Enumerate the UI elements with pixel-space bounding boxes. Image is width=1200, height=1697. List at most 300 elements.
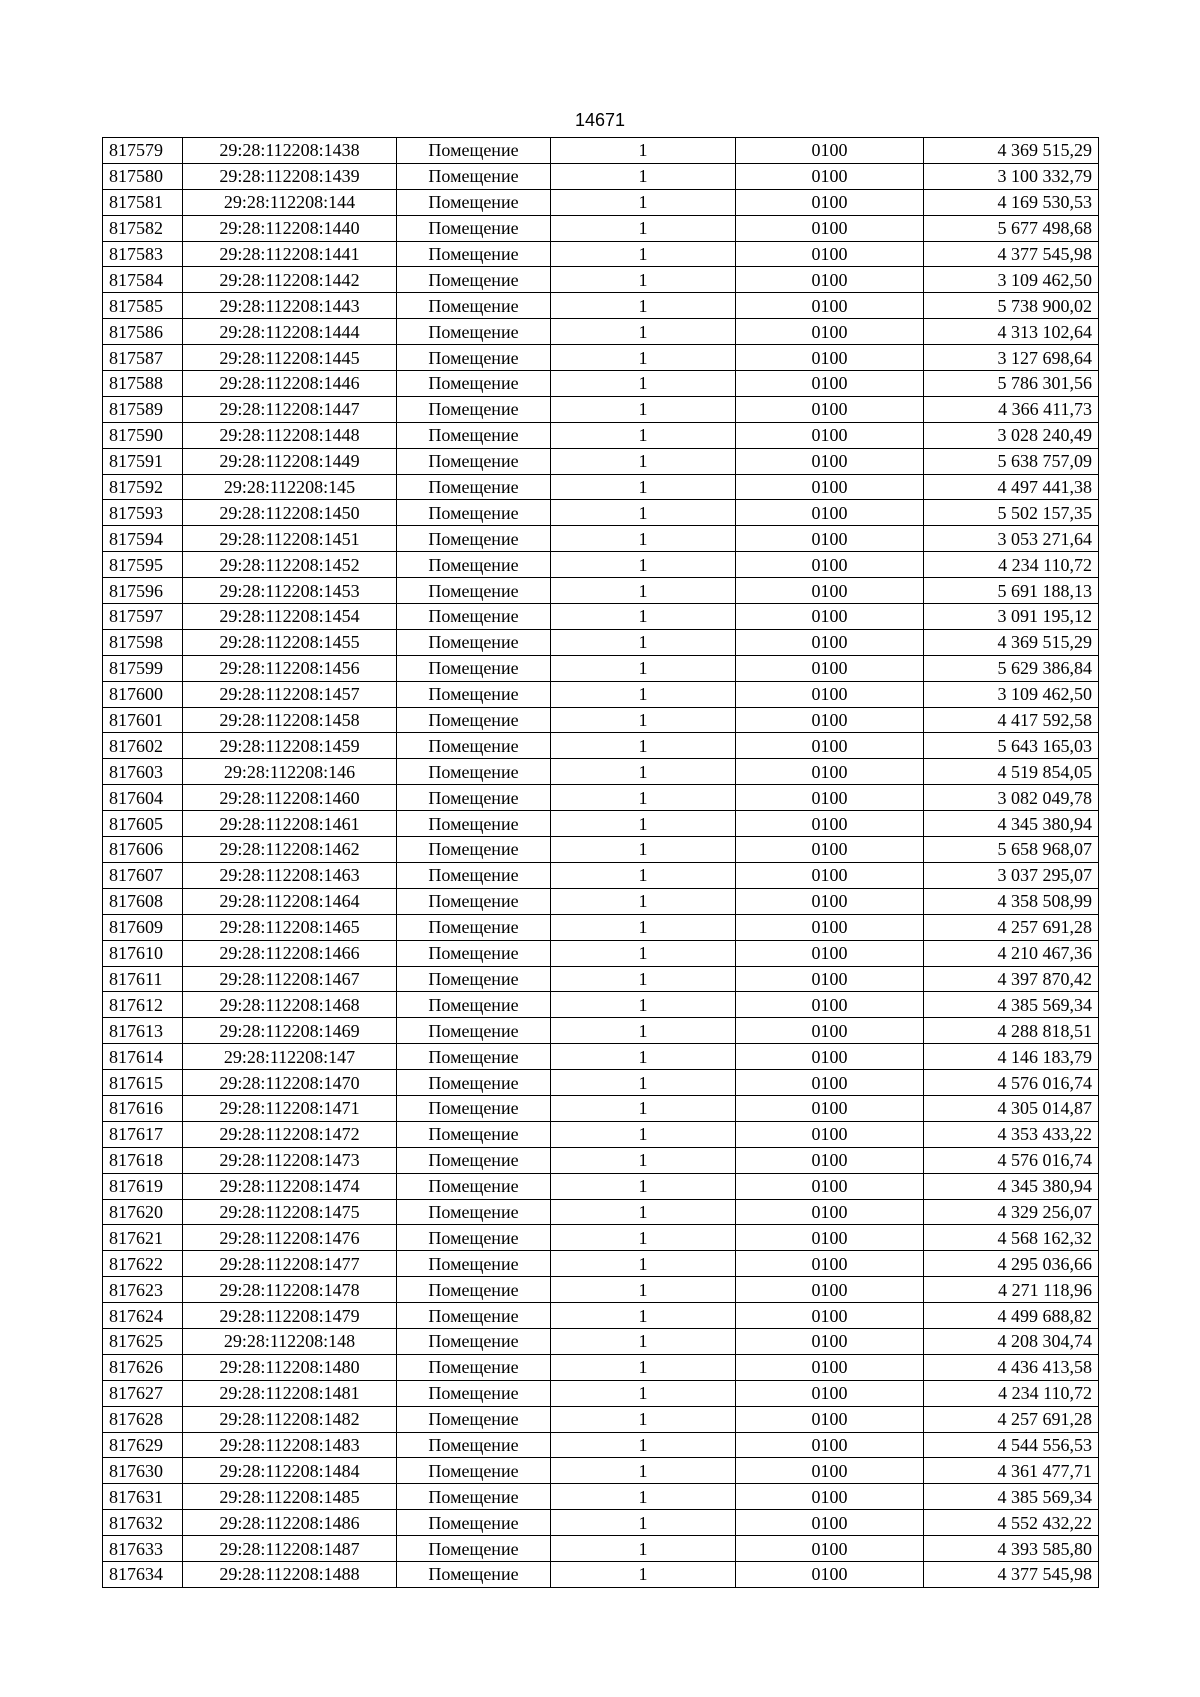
object-type-cell: Помещение bbox=[397, 1328, 551, 1354]
quantity-cell: 1 bbox=[551, 681, 736, 707]
quantity-cell: 1 bbox=[551, 1225, 736, 1251]
table-row bbox=[103, 785, 1099, 811]
cadastral-value-cell: 4 288 818,51 bbox=[924, 1018, 1099, 1044]
cadastral-number-cell: 29:28:112208:1438 bbox=[183, 138, 397, 164]
object-type-cell: Помещение bbox=[397, 1406, 551, 1432]
object-type-cell: Помещение bbox=[397, 1044, 551, 1070]
cadastral-number-cell: 29:28:112208:1454 bbox=[183, 604, 397, 630]
object-type-cell: Помещение bbox=[397, 241, 551, 267]
quantity-cell: 1 bbox=[551, 1380, 736, 1406]
record-number-cell: 817609 bbox=[103, 914, 183, 940]
record-number-cell: 817615 bbox=[103, 1070, 183, 1096]
category-code-cell: 0100 bbox=[736, 371, 924, 397]
table-row bbox=[103, 966, 1099, 992]
cadastral-value-cell: 4 377 545,98 bbox=[924, 1561, 1099, 1587]
table-row bbox=[103, 396, 1099, 422]
object-type-cell: Помещение bbox=[397, 422, 551, 448]
record-number-cell: 817603 bbox=[103, 759, 183, 785]
category-code-cell: 0100 bbox=[736, 163, 924, 189]
cadastral-number-cell: 29:28:112208:1469 bbox=[183, 1018, 397, 1044]
record-number-cell: 817623 bbox=[103, 1277, 183, 1303]
cadastral-value-cell: 4 393 585,80 bbox=[924, 1536, 1099, 1562]
cadastral-number-cell: 29:28:112208:1483 bbox=[183, 1432, 397, 1458]
cadastral-value-cell: 3 109 462,50 bbox=[924, 267, 1099, 293]
category-code-cell: 0100 bbox=[736, 422, 924, 448]
cadastral-value-cell: 4 208 304,74 bbox=[924, 1328, 1099, 1354]
table-row bbox=[103, 1044, 1099, 1070]
object-type-cell: Помещение bbox=[397, 448, 551, 474]
table-row bbox=[103, 138, 1099, 164]
category-code-cell: 0100 bbox=[736, 940, 924, 966]
category-code-cell: 0100 bbox=[736, 1225, 924, 1251]
cadastral-number-cell: 29:28:112208:1476 bbox=[183, 1225, 397, 1251]
cadastral-value-cell: 4 497 441,38 bbox=[924, 474, 1099, 500]
cadastral-value-cell: 4 361 477,71 bbox=[924, 1458, 1099, 1484]
object-type-cell: Помещение bbox=[397, 681, 551, 707]
record-number-cell: 817579 bbox=[103, 138, 183, 164]
quantity-cell: 1 bbox=[551, 1432, 736, 1458]
cadastral-value-cell: 4 271 118,96 bbox=[924, 1277, 1099, 1303]
quantity-cell: 1 bbox=[551, 655, 736, 681]
object-type-cell: Помещение bbox=[397, 1380, 551, 1406]
table-row bbox=[103, 448, 1099, 474]
table-row bbox=[103, 1121, 1099, 1147]
object-type-cell: Помещение bbox=[397, 189, 551, 215]
table-row bbox=[103, 293, 1099, 319]
cadastral-number-cell: 29:28:112208:1471 bbox=[183, 1095, 397, 1121]
cadastral-value-cell: 3 028 240,49 bbox=[924, 422, 1099, 448]
category-code-cell: 0100 bbox=[736, 811, 924, 837]
table-row bbox=[103, 992, 1099, 1018]
cadastral-value-cell: 4 385 569,34 bbox=[924, 992, 1099, 1018]
registry-table-body bbox=[103, 138, 1099, 1588]
quantity-cell: 1 bbox=[551, 163, 736, 189]
table-row bbox=[103, 1303, 1099, 1329]
category-code-cell: 0100 bbox=[736, 1277, 924, 1303]
category-code-cell: 0100 bbox=[736, 1070, 924, 1096]
category-code-cell: 0100 bbox=[736, 293, 924, 319]
object-type-cell: Помещение bbox=[397, 1173, 551, 1199]
object-type-cell: Помещение bbox=[397, 837, 551, 863]
quantity-cell: 1 bbox=[551, 785, 736, 811]
cadastral-number-cell: 29:28:112208:1487 bbox=[183, 1536, 397, 1562]
object-type-cell: Помещение bbox=[397, 707, 551, 733]
quantity-cell: 1 bbox=[551, 733, 736, 759]
object-type-cell: Помещение bbox=[397, 293, 551, 319]
cadastral-number-cell: 29:28:112208:1470 bbox=[183, 1070, 397, 1096]
cadastral-value-cell: 4 544 556,53 bbox=[924, 1432, 1099, 1458]
record-number-cell: 817606 bbox=[103, 837, 183, 863]
table-row bbox=[103, 319, 1099, 345]
cadastral-value-cell: 5 658 968,07 bbox=[924, 837, 1099, 863]
quantity-cell: 1 bbox=[551, 371, 736, 397]
cadastral-value-cell: 4 358 508,99 bbox=[924, 888, 1099, 914]
quantity-cell: 1 bbox=[551, 345, 736, 371]
category-code-cell: 0100 bbox=[736, 992, 924, 1018]
record-number-cell: 817599 bbox=[103, 655, 183, 681]
cadastral-number-cell: 29:28:112208:1465 bbox=[183, 914, 397, 940]
record-number-cell: 817628 bbox=[103, 1406, 183, 1432]
category-code-cell: 0100 bbox=[736, 1018, 924, 1044]
record-number-cell: 817627 bbox=[103, 1380, 183, 1406]
category-code-cell: 0100 bbox=[736, 1199, 924, 1225]
cadastral-number-cell: 29:28:112208:148 bbox=[183, 1328, 397, 1354]
record-number-cell: 817592 bbox=[103, 474, 183, 500]
quantity-cell: 1 bbox=[551, 1458, 736, 1484]
cadastral-value-cell: 4 417 592,58 bbox=[924, 707, 1099, 733]
cadastral-number-cell: 29:28:112208:1478 bbox=[183, 1277, 397, 1303]
quantity-cell: 1 bbox=[551, 448, 736, 474]
table-row bbox=[103, 345, 1099, 371]
category-code-cell: 0100 bbox=[736, 1251, 924, 1277]
cadastral-number-cell: 29:28:112208:1450 bbox=[183, 500, 397, 526]
table-row bbox=[103, 1173, 1099, 1199]
cadastral-number-cell: 29:28:112208:1463 bbox=[183, 862, 397, 888]
cadastral-number-cell: 29:28:112208:1440 bbox=[183, 215, 397, 241]
table-row bbox=[103, 267, 1099, 293]
cadastral-number-cell: 29:28:112208:1461 bbox=[183, 811, 397, 837]
table-row bbox=[103, 1561, 1099, 1587]
cadastral-value-cell: 4 385 569,34 bbox=[924, 1484, 1099, 1510]
category-code-cell: 0100 bbox=[736, 1328, 924, 1354]
category-code-cell: 0100 bbox=[736, 1432, 924, 1458]
table-row bbox=[103, 422, 1099, 448]
record-number-cell: 817590 bbox=[103, 422, 183, 448]
cadastral-value-cell: 5 629 386,84 bbox=[924, 655, 1099, 681]
table-row bbox=[103, 837, 1099, 863]
cadastral-number-cell: 29:28:112208:1474 bbox=[183, 1173, 397, 1199]
cadastral-value-cell: 4 568 162,32 bbox=[924, 1225, 1099, 1251]
object-type-cell: Помещение bbox=[397, 267, 551, 293]
record-number-cell: 817594 bbox=[103, 526, 183, 552]
cadastral-value-cell: 5 786 301,56 bbox=[924, 371, 1099, 397]
cadastral-number-cell: 29:28:112208:1480 bbox=[183, 1354, 397, 1380]
quantity-cell: 1 bbox=[551, 1121, 736, 1147]
category-code-cell: 0100 bbox=[736, 1354, 924, 1380]
cadastral-number-cell: 29:28:112208:1443 bbox=[183, 293, 397, 319]
object-type-cell: Помещение bbox=[397, 552, 551, 578]
quantity-cell: 1 bbox=[551, 966, 736, 992]
category-code-cell: 0100 bbox=[736, 241, 924, 267]
cadastral-number-cell: 29:28:112208:1451 bbox=[183, 526, 397, 552]
table-row bbox=[103, 681, 1099, 707]
object-type-cell: Помещение bbox=[397, 1070, 551, 1096]
object-type-cell: Помещение bbox=[397, 914, 551, 940]
category-code-cell: 0100 bbox=[736, 629, 924, 655]
category-code-cell: 0100 bbox=[736, 1121, 924, 1147]
quantity-cell: 1 bbox=[551, 1251, 736, 1277]
quantity-cell: 1 bbox=[551, 578, 736, 604]
category-code-cell: 0100 bbox=[736, 655, 924, 681]
quantity-cell: 1 bbox=[551, 215, 736, 241]
record-number-cell: 817595 bbox=[103, 552, 183, 578]
page-number: 14671 bbox=[574, 110, 626, 130]
quantity-cell: 1 bbox=[551, 138, 736, 164]
category-code-cell: 0100 bbox=[736, 1510, 924, 1536]
table-row bbox=[103, 1199, 1099, 1225]
record-number-cell: 817617 bbox=[103, 1121, 183, 1147]
cadastral-value-cell: 4 369 515,29 bbox=[924, 629, 1099, 655]
cadastral-number-cell: 29:28:112208:1439 bbox=[183, 163, 397, 189]
cadastral-value-cell: 4 552 432,22 bbox=[924, 1510, 1099, 1536]
quantity-cell: 1 bbox=[551, 500, 736, 526]
table-row bbox=[103, 1510, 1099, 1536]
category-code-cell: 0100 bbox=[736, 267, 924, 293]
record-number-cell: 817604 bbox=[103, 785, 183, 811]
record-number-cell: 817614 bbox=[103, 1044, 183, 1070]
category-code-cell: 0100 bbox=[736, 1173, 924, 1199]
quantity-cell: 1 bbox=[551, 1484, 736, 1510]
record-number-cell: 817622 bbox=[103, 1251, 183, 1277]
cadastral-number-cell: 29:28:112208:147 bbox=[183, 1044, 397, 1070]
quantity-cell: 1 bbox=[551, 940, 736, 966]
table-row bbox=[103, 1354, 1099, 1380]
table-row bbox=[103, 189, 1099, 215]
object-type-cell: Помещение bbox=[397, 371, 551, 397]
record-number-cell: 817600 bbox=[103, 681, 183, 707]
cadastral-value-cell: 3 100 332,79 bbox=[924, 163, 1099, 189]
cadastral-value-cell: 4 353 433,22 bbox=[924, 1121, 1099, 1147]
cadastral-number-cell: 29:28:112208:146 bbox=[183, 759, 397, 785]
category-code-cell: 0100 bbox=[736, 966, 924, 992]
cadastral-number-cell: 29:28:112208:1467 bbox=[183, 966, 397, 992]
record-number-cell: 817593 bbox=[103, 500, 183, 526]
category-code-cell: 0100 bbox=[736, 448, 924, 474]
record-number-cell: 817607 bbox=[103, 862, 183, 888]
object-type-cell: Помещение bbox=[397, 992, 551, 1018]
record-number-cell: 817608 bbox=[103, 888, 183, 914]
quantity-cell: 1 bbox=[551, 1199, 736, 1225]
object-type-cell: Помещение bbox=[397, 1432, 551, 1458]
quantity-cell: 1 bbox=[551, 474, 736, 500]
quantity-cell: 1 bbox=[551, 422, 736, 448]
category-code-cell: 0100 bbox=[736, 396, 924, 422]
cadastral-number-cell: 29:28:112208:1446 bbox=[183, 371, 397, 397]
category-code-cell: 0100 bbox=[736, 1303, 924, 1329]
quantity-cell: 1 bbox=[551, 1147, 736, 1173]
cadastral-number-cell: 29:28:112208:1462 bbox=[183, 837, 397, 863]
object-type-cell: Помещение bbox=[397, 138, 551, 164]
cadastral-number-cell: 29:28:112208:1456 bbox=[183, 655, 397, 681]
table-row bbox=[103, 500, 1099, 526]
quantity-cell: 1 bbox=[551, 293, 736, 319]
table-row bbox=[103, 163, 1099, 189]
table-row bbox=[103, 759, 1099, 785]
cadastral-number-cell: 29:28:112208:1442 bbox=[183, 267, 397, 293]
cadastral-value-cell: 5 502 157,35 bbox=[924, 500, 1099, 526]
record-number-cell: 817581 bbox=[103, 189, 183, 215]
cadastral-value-cell: 3 053 271,64 bbox=[924, 526, 1099, 552]
cadastral-value-cell: 4 345 380,94 bbox=[924, 811, 1099, 837]
cadastral-value-cell: 4 576 016,74 bbox=[924, 1147, 1099, 1173]
quantity-cell: 1 bbox=[551, 241, 736, 267]
cadastral-value-cell: 5 638 757,09 bbox=[924, 448, 1099, 474]
cadastral-number-cell: 29:28:112208:1458 bbox=[183, 707, 397, 733]
category-code-cell: 0100 bbox=[736, 215, 924, 241]
cadastral-value-cell: 4 234 110,72 bbox=[924, 552, 1099, 578]
cadastral-value-cell: 4 257 691,28 bbox=[924, 1406, 1099, 1432]
category-code-cell: 0100 bbox=[736, 1406, 924, 1432]
category-code-cell: 0100 bbox=[736, 319, 924, 345]
registry-table bbox=[102, 137, 1099, 1588]
record-number-cell: 817618 bbox=[103, 1147, 183, 1173]
cadastral-value-cell: 4 257 691,28 bbox=[924, 914, 1099, 940]
quantity-cell: 1 bbox=[551, 1173, 736, 1199]
cadastral-number-cell: 29:28:112208:1488 bbox=[183, 1561, 397, 1587]
object-type-cell: Помещение bbox=[397, 1018, 551, 1044]
cadastral-number-cell: 29:28:112208:1481 bbox=[183, 1380, 397, 1406]
object-type-cell: Помещение bbox=[397, 862, 551, 888]
category-code-cell: 0100 bbox=[736, 552, 924, 578]
object-type-cell: Помещение bbox=[397, 474, 551, 500]
quantity-cell: 1 bbox=[551, 1354, 736, 1380]
category-code-cell: 0100 bbox=[736, 1458, 924, 1484]
category-code-cell: 0100 bbox=[736, 681, 924, 707]
cadastral-number-cell: 29:28:112208:1447 bbox=[183, 396, 397, 422]
quantity-cell: 1 bbox=[551, 759, 736, 785]
object-type-cell: Помещение bbox=[397, 966, 551, 992]
record-number-cell: 817633 bbox=[103, 1536, 183, 1562]
quantity-cell: 1 bbox=[551, 629, 736, 655]
category-code-cell: 0100 bbox=[736, 1380, 924, 1406]
record-number-cell: 817601 bbox=[103, 707, 183, 733]
object-type-cell: Помещение bbox=[397, 888, 551, 914]
cadastral-number-cell: 29:28:112208:145 bbox=[183, 474, 397, 500]
category-code-cell: 0100 bbox=[736, 888, 924, 914]
record-number-cell: 817596 bbox=[103, 578, 183, 604]
cadastral-number-cell: 29:28:112208:1457 bbox=[183, 681, 397, 707]
quantity-cell: 1 bbox=[551, 888, 736, 914]
category-code-cell: 0100 bbox=[736, 707, 924, 733]
quantity-cell: 1 bbox=[551, 1070, 736, 1096]
category-code-cell: 0100 bbox=[736, 837, 924, 863]
table-row bbox=[103, 526, 1099, 552]
cadastral-number-cell: 29:28:112208:1444 bbox=[183, 319, 397, 345]
record-number-cell: 817602 bbox=[103, 733, 183, 759]
cadastral-value-cell: 3 127 698,64 bbox=[924, 345, 1099, 371]
object-type-cell: Помещение bbox=[397, 759, 551, 785]
object-type-cell: Помещение bbox=[397, 1277, 551, 1303]
category-code-cell: 0100 bbox=[736, 138, 924, 164]
cadastral-value-cell: 4 369 515,29 bbox=[924, 138, 1099, 164]
cadastral-value-cell: 4 377 545,98 bbox=[924, 241, 1099, 267]
table-row bbox=[103, 629, 1099, 655]
quantity-cell: 1 bbox=[551, 1095, 736, 1121]
table-row bbox=[103, 1380, 1099, 1406]
record-number-cell: 817591 bbox=[103, 448, 183, 474]
category-code-cell: 0100 bbox=[736, 1147, 924, 1173]
object-type-cell: Помещение bbox=[397, 345, 551, 371]
cadastral-number-cell: 29:28:112208:1472 bbox=[183, 1121, 397, 1147]
cadastral-value-cell: 4 366 411,73 bbox=[924, 396, 1099, 422]
cadastral-number-cell: 29:28:112208:1484 bbox=[183, 1458, 397, 1484]
record-number-cell: 817610 bbox=[103, 940, 183, 966]
quantity-cell: 1 bbox=[551, 862, 736, 888]
object-type-cell: Помещение bbox=[397, 1561, 551, 1587]
category-code-cell: 0100 bbox=[736, 474, 924, 500]
record-number-cell: 817582 bbox=[103, 215, 183, 241]
cadastral-value-cell: 4 234 110,72 bbox=[924, 1380, 1099, 1406]
cadastral-value-cell: 4 313 102,64 bbox=[924, 319, 1099, 345]
cadastral-number-cell: 29:28:112208:1449 bbox=[183, 448, 397, 474]
table-row bbox=[103, 578, 1099, 604]
quantity-cell: 1 bbox=[551, 1561, 736, 1587]
table-row bbox=[103, 940, 1099, 966]
cadastral-number-cell: 29:28:112208:1455 bbox=[183, 629, 397, 655]
cadastral-value-cell: 3 091 195,12 bbox=[924, 604, 1099, 630]
cadastral-number-cell: 29:28:112208:1486 bbox=[183, 1510, 397, 1536]
object-type-cell: Помещение bbox=[397, 1510, 551, 1536]
table-row bbox=[103, 1406, 1099, 1432]
record-number-cell: 817619 bbox=[103, 1173, 183, 1199]
record-number-cell: 817621 bbox=[103, 1225, 183, 1251]
object-type-cell: Помещение bbox=[397, 500, 551, 526]
cadastral-value-cell: 4 295 036,66 bbox=[924, 1251, 1099, 1277]
object-type-cell: Помещение bbox=[397, 655, 551, 681]
table-row bbox=[103, 474, 1099, 500]
table-row bbox=[103, 733, 1099, 759]
record-number-cell: 817605 bbox=[103, 811, 183, 837]
category-code-cell: 0100 bbox=[736, 604, 924, 630]
record-number-cell: 817611 bbox=[103, 966, 183, 992]
quantity-cell: 1 bbox=[551, 1277, 736, 1303]
quantity-cell: 1 bbox=[551, 707, 736, 733]
quantity-cell: 1 bbox=[551, 837, 736, 863]
category-code-cell: 0100 bbox=[736, 500, 924, 526]
quantity-cell: 1 bbox=[551, 811, 736, 837]
quantity-cell: 1 bbox=[551, 1510, 736, 1536]
object-type-cell: Помещение bbox=[397, 319, 551, 345]
category-code-cell: 0100 bbox=[736, 785, 924, 811]
record-number-cell: 817632 bbox=[103, 1510, 183, 1536]
table-row bbox=[103, 1484, 1099, 1510]
cadastral-value-cell: 3 082 049,78 bbox=[924, 785, 1099, 811]
object-type-cell: Помещение bbox=[397, 215, 551, 241]
category-code-cell: 0100 bbox=[736, 862, 924, 888]
category-code-cell: 0100 bbox=[736, 759, 924, 785]
cadastral-number-cell: 29:28:112208:1468 bbox=[183, 992, 397, 1018]
cadastral-value-cell: 4 345 380,94 bbox=[924, 1173, 1099, 1199]
cadastral-value-cell: 4 169 530,53 bbox=[924, 189, 1099, 215]
object-type-cell: Помещение bbox=[397, 1121, 551, 1147]
table-row bbox=[103, 371, 1099, 397]
record-number-cell: 817626 bbox=[103, 1354, 183, 1380]
cadastral-number-cell: 29:28:112208:1485 bbox=[183, 1484, 397, 1510]
category-code-cell: 0100 bbox=[736, 1536, 924, 1562]
cadastral-value-cell: 4 436 413,58 bbox=[924, 1354, 1099, 1380]
cadastral-value-cell: 4 329 256,07 bbox=[924, 1199, 1099, 1225]
table-row bbox=[103, 1070, 1099, 1096]
cadastral-number-cell: 29:28:112208:144 bbox=[183, 189, 397, 215]
record-number-cell: 817585 bbox=[103, 293, 183, 319]
cadastral-number-cell: 29:28:112208:1473 bbox=[183, 1147, 397, 1173]
object-type-cell: Помещение bbox=[397, 629, 551, 655]
cadastral-value-cell: 5 643 165,03 bbox=[924, 733, 1099, 759]
category-code-cell: 0100 bbox=[736, 345, 924, 371]
table-row bbox=[103, 888, 1099, 914]
quantity-cell: 1 bbox=[551, 189, 736, 215]
object-type-cell: Помещение bbox=[397, 1095, 551, 1121]
cadastral-value-cell: 4 397 870,42 bbox=[924, 966, 1099, 992]
record-number-cell: 817580 bbox=[103, 163, 183, 189]
object-type-cell: Помещение bbox=[397, 733, 551, 759]
quantity-cell: 1 bbox=[551, 1536, 736, 1562]
cadastral-value-cell: 4 519 854,05 bbox=[924, 759, 1099, 785]
table-row bbox=[103, 811, 1099, 837]
record-number-cell: 817631 bbox=[103, 1484, 183, 1510]
cadastral-number-cell: 29:28:112208:1466 bbox=[183, 940, 397, 966]
quantity-cell: 1 bbox=[551, 1328, 736, 1354]
